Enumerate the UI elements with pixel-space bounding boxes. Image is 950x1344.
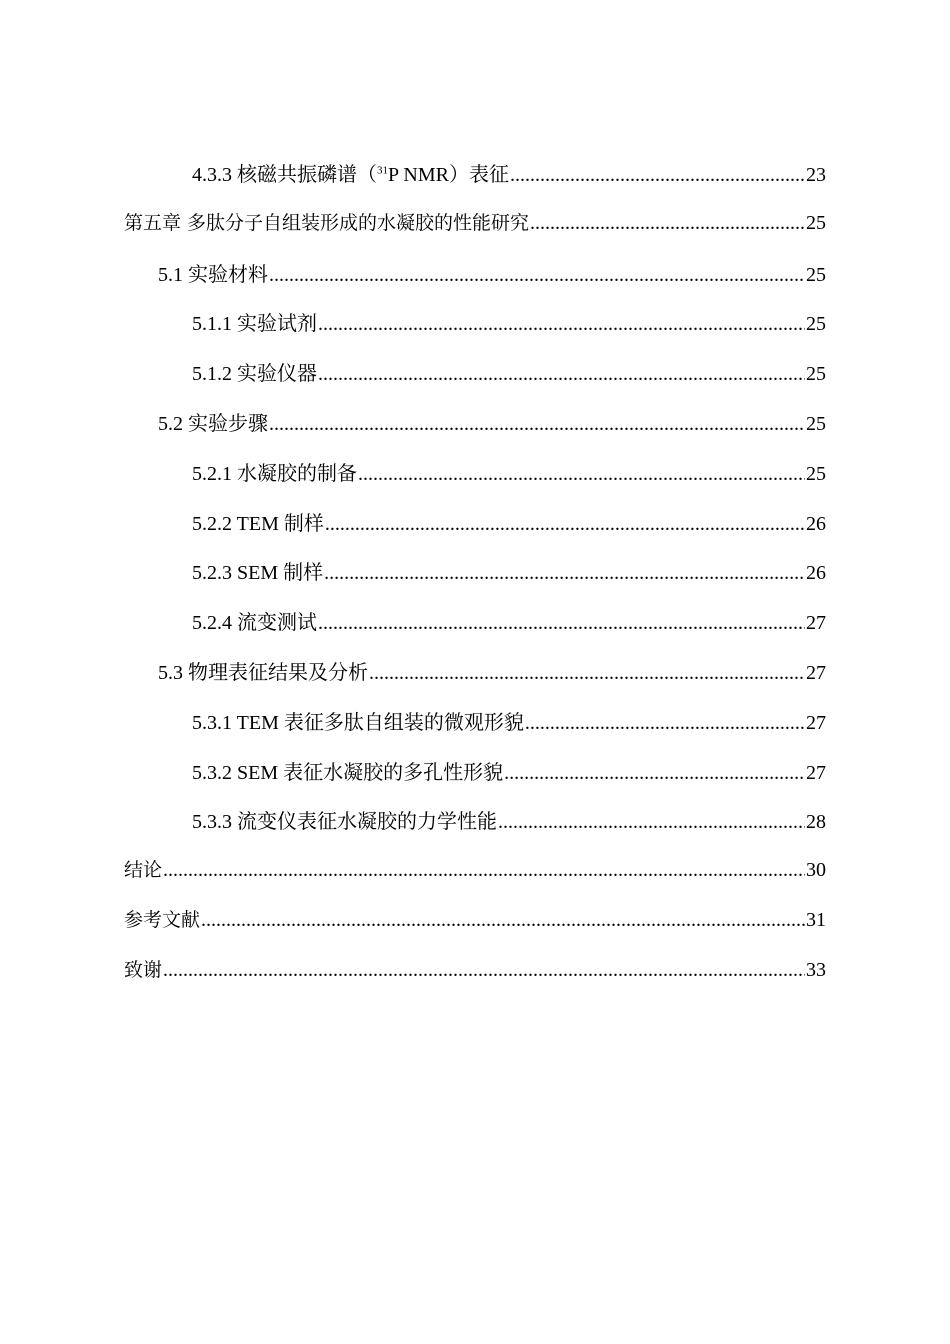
toc-entry-5-2[interactable] bbox=[124, 407, 826, 457]
toc-entry-chapter-5[interactable] bbox=[124, 208, 826, 258]
toc-entry-5-2-1[interactable] bbox=[124, 457, 826, 507]
toc-entry-5-2-2[interactable] bbox=[124, 507, 826, 557]
dot-leader bbox=[318, 313, 805, 336]
toc-entry-page: 25 bbox=[806, 363, 826, 386]
toc-entry-title: 5.2 实验步骤 bbox=[158, 412, 268, 435]
dot-leader bbox=[510, 164, 805, 187]
dot-leader bbox=[504, 762, 805, 785]
toc-entry-5-1-2[interactable] bbox=[124, 357, 826, 407]
toc-entry-page: 25 bbox=[806, 412, 826, 435]
toc-entry-5-1[interactable] bbox=[124, 258, 826, 308]
toc-entry-page: 27 bbox=[806, 711, 826, 734]
dot-leader bbox=[498, 811, 805, 834]
toc-entry-page: 26 bbox=[806, 512, 826, 535]
dot-leader bbox=[325, 513, 805, 536]
toc-entry-page: 25 bbox=[806, 263, 826, 286]
dot-leader bbox=[269, 264, 805, 287]
dot-leader bbox=[201, 909, 805, 932]
toc-entry-page: 33 bbox=[806, 958, 826, 981]
toc-entry-page: 26 bbox=[806, 562, 826, 585]
toc-entry-5-2-4[interactable] bbox=[124, 606, 826, 656]
dot-leader bbox=[318, 363, 805, 386]
dot-leader bbox=[269, 413, 805, 436]
dot-leader bbox=[369, 662, 805, 685]
toc-entry-page: 25 bbox=[806, 313, 826, 336]
toc-entry-5-1-1[interactable] bbox=[124, 307, 826, 357]
dot-leader bbox=[163, 959, 805, 982]
toc-entry-page: 25 bbox=[806, 211, 826, 234]
toc-entry-title: 5.1 实验材料 bbox=[158, 263, 268, 286]
toc-entry-title: 第五章 多肽分子自组装形成的水凝胶的性能研究 bbox=[124, 211, 530, 234]
toc-entry-title: 结论 bbox=[124, 859, 163, 882]
toc-entry-title: 5.3.3 流变仪表征水凝胶的力学性能 bbox=[192, 811, 497, 834]
dot-leader bbox=[530, 212, 805, 235]
toc-entry-page: 27 bbox=[806, 761, 826, 784]
toc-entry-page: 23 bbox=[806, 164, 826, 186]
toc-entry-page: 27 bbox=[806, 612, 826, 635]
toc-entry-title: 5.2.2 TEM 制样 bbox=[192, 512, 324, 535]
toc-entry-title: 5.1.2 实验仪器 bbox=[192, 363, 317, 386]
toc-entry-page: 31 bbox=[806, 908, 826, 931]
toc-entry-references[interactable] bbox=[124, 905, 826, 955]
toc-entry-5-2-3[interactable] bbox=[124, 556, 826, 606]
toc-entry-title: 4.3.3 核磁共振磷谱（$^{31}$P NMR）表征 bbox=[192, 164, 509, 186]
toc-entry-title: 5.2.3 SEM 制样 bbox=[192, 562, 324, 585]
toc-entry-title: 5.1.1 实验试剂 bbox=[192, 313, 317, 336]
toc-entry-title: 5.2.1 水凝胶的制备 bbox=[192, 462, 357, 485]
toc-entry-title: 5.3 物理表征结果及分析 bbox=[158, 661, 368, 684]
toc-entry-5-3[interactable] bbox=[124, 656, 826, 706]
toc-entry-title: 5.3.2 SEM 表征水凝胶的多孔性形貌 bbox=[192, 761, 504, 784]
dot-leader bbox=[163, 859, 805, 882]
toc-entry-4-3-3[interactable] bbox=[124, 158, 826, 208]
table-of-contents bbox=[124, 158, 826, 1005]
dot-leader bbox=[324, 562, 805, 585]
toc-entry-title: 5.3.1 TEM 表征多肽自组装的微观形貌 bbox=[192, 711, 524, 734]
toc-entry-title: 参考文献 bbox=[124, 908, 201, 931]
dot-leader bbox=[525, 712, 805, 735]
toc-entry-page: 28 bbox=[806, 811, 826, 834]
toc-entry-5-3-2[interactable] bbox=[124, 756, 826, 806]
superscript-31: 31 bbox=[377, 164, 388, 177]
toc-entry-page: 25 bbox=[806, 462, 826, 485]
toc-entry-5-3-1[interactable] bbox=[124, 706, 826, 756]
toc-entry-page: 27 bbox=[806, 661, 826, 684]
toc-entry-title: 致谢 bbox=[124, 958, 163, 981]
toc-entry-page: 30 bbox=[806, 859, 826, 882]
dot-leader bbox=[318, 612, 805, 635]
toc-entry-conclusion[interactable] bbox=[124, 855, 826, 905]
toc-entry-5-3-3[interactable] bbox=[124, 805, 826, 855]
dot-leader bbox=[358, 463, 805, 486]
toc-entry-title: 5.2.4 流变测试 bbox=[192, 612, 317, 635]
toc-entry-acknowledgements[interactable] bbox=[124, 955, 826, 1005]
